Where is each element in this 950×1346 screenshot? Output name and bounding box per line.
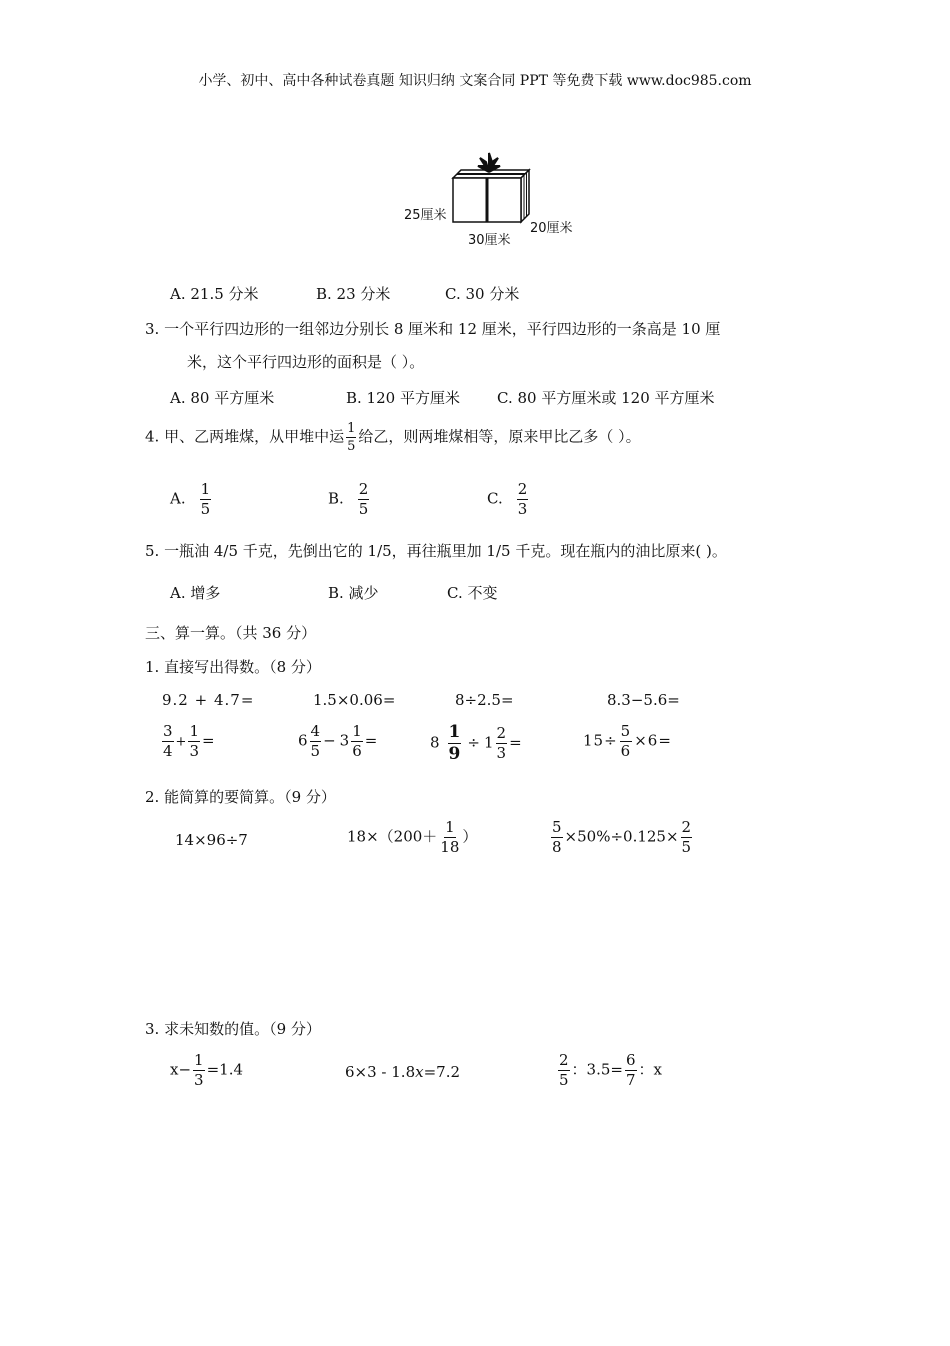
part3-expr3-den2: 7 xyxy=(625,1071,636,1089)
expr6-whole1: 6 xyxy=(298,731,308,750)
part3-expr-1 xyxy=(170,1053,243,1088)
expr8-part2: ×6= xyxy=(634,731,672,750)
part2-expr2-num: 1 xyxy=(445,818,455,836)
part2-expr3-num2: 2 xyxy=(681,818,692,836)
expr5-plus: + xyxy=(175,734,187,750)
part3-expr3-den1: 5 xyxy=(559,1071,569,1089)
part1-expr-2: 1.5×0.06= xyxy=(313,691,396,709)
height-label: 25厘米 xyxy=(404,208,447,223)
expr5-num1: 3 xyxy=(163,722,173,740)
part3-expr2-after: =7.2 xyxy=(423,1063,461,1081)
expr6-den2: 6 xyxy=(352,742,362,760)
expr7-num1: 1 xyxy=(448,722,461,742)
part2-expr3-den1: 8 xyxy=(552,838,562,856)
width-label: 30厘米 xyxy=(468,233,511,248)
part3-expr3-mid: ：3.5= xyxy=(571,1060,623,1079)
part1-expr-6 xyxy=(298,724,377,759)
part2-expr-3 xyxy=(549,820,694,855)
part3-expr2-x: x xyxy=(415,1063,424,1081)
q4-option-b-den: 5 xyxy=(358,500,369,518)
part3-title: 3. 求未知数的值。（9 分） xyxy=(145,1020,321,1038)
part3-expr2-before: 6×3 - 1.8 xyxy=(345,1063,416,1081)
expr6-den1: 5 xyxy=(310,742,321,760)
part2-expr3-num1: 5 xyxy=(552,818,562,836)
expr7-den2: 3 xyxy=(496,744,507,762)
expr5-den2: 3 xyxy=(189,742,199,760)
q5-option-b: B. 减少 xyxy=(328,584,379,602)
expr7-eq: = xyxy=(509,733,522,752)
part2-expr2-before: 18×（200＋ xyxy=(347,827,438,846)
expr7-whole2: 1 xyxy=(483,733,494,752)
part3-expr-3 xyxy=(556,1053,662,1088)
expr5-den1: 4 xyxy=(163,742,173,760)
q4-option-b xyxy=(328,482,371,517)
q3-option-c: C. 80 平方厘米或 120 平方厘米 xyxy=(497,389,715,407)
q2-option-c: C. 30 分米 xyxy=(445,285,520,303)
q4-text-before: 4. 甲、乙两堆煤，从甲堆中运 xyxy=(145,427,345,446)
q4-option-a-num: 1 xyxy=(200,480,211,498)
q4-option-c-den: 3 xyxy=(517,500,528,518)
page-header: 小学、初中、高中各种试卷真题 知识归纳 文案合同 PPT 等免费下载 www.doc985.com xyxy=(198,73,752,89)
q4-option-a xyxy=(170,482,213,517)
q4-text-after: 给乙，则两堆煤相等，原来甲比乙多（ ）。 xyxy=(358,427,641,446)
q4-option-b-num: 2 xyxy=(358,480,369,498)
q3-option-b: B. 120 平方厘米 xyxy=(346,389,460,407)
bow-icon xyxy=(478,153,500,172)
part3-expr1-num: 1 xyxy=(194,1051,204,1069)
part1-expr-7 xyxy=(430,724,522,763)
part3-expr1-before: x− xyxy=(170,1060,192,1079)
expr6-minus: − xyxy=(323,731,336,750)
q4-fraction-denominator: 5 xyxy=(347,439,356,454)
expr6-whole2: 3 xyxy=(339,731,350,750)
q2-option-b: B. 23 分米 xyxy=(316,285,391,303)
part1-expr-5 xyxy=(160,724,215,759)
part3-expr1-den: 3 xyxy=(194,1071,204,1089)
q3-option-a: A. 80 平方厘米 xyxy=(170,389,275,407)
q5-option-c: C. 不变 xyxy=(447,584,498,602)
q2-option-a: A. 21.5 分米 xyxy=(170,285,259,303)
part3-expr3-after: ：x xyxy=(638,1060,662,1079)
q5-question: 5. 一瓶油 4/5 千克，先倒出它的 1/5，再往瓶里加 1/5 千克。现在瓶内的油比原来( )。 xyxy=(145,542,727,560)
part1-title: 1. 直接写出得数。（8 分） xyxy=(145,658,321,676)
q3-line1: 3. 一个平行四边形的一组邻边分别长 8 厘米和 12 厘米，平行四边形的一条高是 10 厘 xyxy=(145,320,721,338)
part2-expr3-den2: 5 xyxy=(681,838,692,856)
part3-expr3-num2: 6 xyxy=(625,1051,636,1069)
q3-line2: 米，这个平行四边形的面积是（ ）。 xyxy=(187,353,425,371)
q4-option-a-label: A. xyxy=(170,489,186,508)
q4-option-b-label: B. xyxy=(328,489,344,508)
part1-expr-3: 8÷2.5= xyxy=(455,691,514,709)
expr6-num2: 1 xyxy=(352,722,362,740)
q4-option-c xyxy=(487,482,530,517)
part3-expr1-after: =1.4 xyxy=(206,1060,244,1079)
q4-option-c-num: 2 xyxy=(517,480,528,498)
part1-expr-4: 8.3−5.6= xyxy=(607,691,680,709)
expr6-num1: 4 xyxy=(310,722,321,740)
depth-label: 20厘米 xyxy=(530,221,573,236)
part2-expr-2 xyxy=(347,820,477,855)
expr8-den: 6 xyxy=(620,742,632,760)
part2-expr-1: 14×96÷7 xyxy=(175,831,248,849)
part2-expr2-den: 18 xyxy=(440,838,460,856)
expr6-eq: = xyxy=(364,731,378,750)
expr7-num2: 2 xyxy=(496,724,507,742)
q4-fraction-numerator: 1 xyxy=(347,421,356,436)
expr7-whole1: 8 xyxy=(430,733,440,752)
part1-expr-8 xyxy=(583,724,672,759)
part2-expr2-after: ） xyxy=(462,827,478,846)
section3-title: 三、算一算。（共 36 分） xyxy=(145,624,317,642)
expr5-num2: 1 xyxy=(189,722,199,740)
part3-expr-2 xyxy=(345,1063,460,1081)
part3-expr3-num1: 2 xyxy=(559,1051,569,1069)
q4-fraction xyxy=(346,422,356,453)
expr8-num: 5 xyxy=(620,722,632,740)
q4-option-c-label: C. xyxy=(487,489,503,508)
q5-option-a: A. 增多 xyxy=(170,584,221,602)
expr8-part1: 15÷ xyxy=(583,731,618,750)
part2-expr3-mid: ×50%÷0.125× xyxy=(564,827,679,846)
expr7-den1: 9 xyxy=(448,744,461,764)
expr7-divide: ÷ xyxy=(467,733,480,752)
expr5-eq: = xyxy=(202,731,215,750)
q4-option-a-den: 5 xyxy=(200,500,211,518)
part2-title: 2. 能简算的要简算。（9 分） xyxy=(145,788,336,806)
box-side-face xyxy=(521,170,529,222)
q4-question xyxy=(145,422,641,453)
part1-expr-1: 9.2 + 4.7= xyxy=(162,691,255,709)
